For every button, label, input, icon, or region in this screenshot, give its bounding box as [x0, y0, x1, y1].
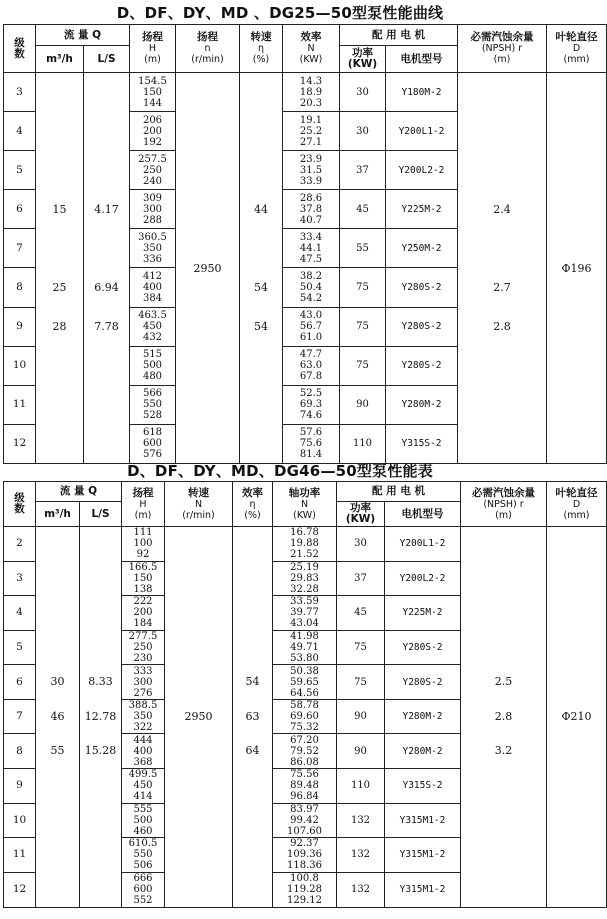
- level-cell: 2: [4, 527, 36, 562]
- power-cell-value: 16.78: [290, 527, 319, 539]
- table1-title: D、DF、DY、MD 、DG25—50型泵性能曲线: [116, 4, 444, 22]
- head-cell-value: 154.5: [138, 75, 167, 87]
- power-cell-value: 37.8: [299, 203, 323, 215]
- flow-ls-cell: [84, 73, 130, 464]
- power-cell-value: 38.2: [299, 271, 323, 283]
- efficiency-cell-value: 54: [245, 675, 260, 689]
- efficiency-cell: [233, 527, 273, 908]
- head-cell-value: 166.5: [128, 561, 158, 573]
- head-cell: [130, 151, 176, 190]
- head-cell-value: 240: [142, 175, 163, 187]
- head-cell: [130, 73, 176, 112]
- level-cell: 5: [4, 151, 36, 190]
- head-cell-value: 250: [133, 642, 153, 654]
- head-cell-value: 222: [133, 596, 153, 608]
- speed-cell: 2950: [165, 527, 233, 908]
- power-cell-value: 96.84: [290, 791, 319, 803]
- motor-model-cell: Y200L2-2: [386, 151, 458, 190]
- head-cell-value: 400: [142, 282, 163, 294]
- motor-power-cell: 30: [337, 527, 385, 562]
- flow-ls-value: 8.33: [88, 675, 113, 689]
- head-cell: [122, 769, 165, 804]
- power-cell: [283, 229, 340, 268]
- motor-model-cell: Y280S-2: [385, 665, 461, 700]
- motor-power-cell: 132: [337, 803, 385, 838]
- header-speed: 扬程 n (r/min): [176, 25, 240, 73]
- head-cell-value: 528: [142, 410, 163, 422]
- power-cell-value: 49.71: [290, 642, 319, 654]
- motor-power-cell: 75: [340, 307, 386, 346]
- motor-power-cell: 75: [337, 630, 385, 665]
- header-shaft-power: 轴功率 N (KW): [273, 482, 337, 527]
- head-cell: [122, 734, 165, 769]
- table-row: [4, 73, 607, 112]
- power-cell-value: 43.04: [290, 618, 319, 630]
- head-cell-value: 288: [142, 214, 163, 226]
- power-cell-value: 50.38: [290, 665, 319, 677]
- power-cell-value: 32.28: [290, 583, 319, 595]
- motor-power-cell: 110: [340, 424, 386, 463]
- motor-power-cell: 45: [340, 190, 386, 229]
- head-cell-value: 600: [142, 438, 163, 450]
- rpm-cell-value: 54: [254, 319, 268, 333]
- header-flow-ls: L/S: [84, 46, 130, 73]
- head-cell-value: 150: [133, 572, 153, 584]
- head-cell-value: 368: [133, 756, 153, 768]
- head-cell: [130, 229, 176, 268]
- head-cell-value: 200: [142, 125, 163, 137]
- power-cell: [283, 307, 340, 346]
- head-cell-value: 277.5: [128, 631, 158, 643]
- impeller-cell: Φ210: [547, 527, 607, 908]
- power-cell: [273, 872, 337, 907]
- impeller-cell: Φ196: [547, 73, 607, 464]
- head-cell: [130, 307, 176, 346]
- power-cell-value: 19.1: [299, 114, 323, 126]
- header-flow: 流 量 Q: [36, 25, 130, 46]
- motor-model-cell: Y315M1-2: [385, 872, 461, 907]
- head-cell-value: 450: [133, 780, 153, 792]
- head-cell-value: 432: [142, 332, 163, 344]
- power-cell-value: 64.56: [290, 687, 319, 699]
- header-motor-power: 功率 (KW): [340, 46, 386, 73]
- motor-power-cell: 90: [337, 734, 385, 769]
- power-cell-value: 100.8: [290, 873, 319, 885]
- power-cell-value: 50.4: [299, 282, 323, 294]
- head-cell-value: 566: [142, 388, 163, 400]
- head-cell-value: 138: [133, 583, 153, 595]
- power-cell-value: 21.52: [290, 549, 319, 561]
- power-cell-value: 47.5: [299, 253, 323, 265]
- motor-model-cell: Y280M-2: [385, 734, 461, 769]
- flow-ls-value: 7.78: [94, 319, 119, 333]
- power-cell-value: 44.1: [299, 242, 323, 254]
- flow-m3h-value: 55: [50, 744, 65, 758]
- power-cell-value: 19.88: [290, 538, 319, 550]
- head-cell-value: 322: [133, 722, 153, 734]
- power-cell: [283, 73, 340, 112]
- npsh-value: 2.8: [494, 709, 513, 723]
- motor-model-cell: Y280M-2: [385, 699, 461, 734]
- head-cell-value: 552: [133, 895, 153, 907]
- head-cell-value: 144: [142, 97, 163, 109]
- power-cell: [273, 561, 337, 596]
- level-cell: 9: [4, 769, 36, 804]
- head-cell: [130, 346, 176, 385]
- power-cell-value: 43.0: [299, 310, 323, 322]
- motor-power-cell: 90: [337, 699, 385, 734]
- power-cell-value: 58.78: [290, 700, 319, 712]
- table-row: [4, 527, 607, 562]
- power-cell-value: 79.52: [290, 745, 319, 757]
- head-cell-value: 400: [133, 745, 153, 757]
- motor-model-cell: Y280M-2: [386, 385, 458, 424]
- motor-power-cell: 55: [340, 229, 386, 268]
- motor-model-cell: Y280S-2: [386, 268, 458, 307]
- power-cell: [273, 838, 337, 873]
- head-cell-value: 250: [142, 164, 163, 176]
- head-cell-value: 360.5: [138, 231, 167, 243]
- head-cell-value: 388.5: [128, 700, 158, 712]
- power-cell: [283, 346, 340, 385]
- motor-model-cell: Y315S-2: [386, 424, 458, 463]
- power-cell-value: 29.83: [290, 572, 319, 584]
- header-head: 扬程 H (m): [122, 482, 165, 527]
- power-cell-value: 92.37: [290, 838, 319, 850]
- header-impeller: 叶轮直径 D (mm): [547, 482, 607, 527]
- power-cell-value: 18.9: [299, 86, 323, 98]
- motor-power-cell: 75: [340, 268, 386, 307]
- head-cell-value: 412: [142, 271, 163, 283]
- motor-power-cell: 75: [340, 346, 386, 385]
- power-cell-value: 99.42: [290, 814, 319, 826]
- head-cell-value: 576: [142, 449, 163, 461]
- head-cell-value: 600: [133, 884, 153, 896]
- power-cell-value: 67.20: [290, 734, 319, 746]
- motor-power-cell: 30: [340, 73, 386, 112]
- motor-power-cell: 132: [337, 872, 385, 907]
- flow-m3h-value: 46: [50, 709, 65, 723]
- head-cell-value: 100: [133, 538, 153, 550]
- motor-power-cell: 110: [337, 769, 385, 804]
- head-cell: [122, 527, 165, 562]
- head-cell-value: 350: [133, 711, 153, 723]
- head-cell: [122, 872, 165, 907]
- header-efficiency: 效率 η (%): [233, 482, 273, 527]
- flow-m3h-cell: [36, 73, 84, 464]
- power-cell-value: 74.6: [299, 410, 323, 422]
- npsh-value: 2.4: [493, 202, 511, 216]
- power-cell-value: 67.8: [299, 371, 323, 383]
- head-cell-value: 350: [142, 242, 163, 254]
- head-cell: [122, 699, 165, 734]
- power-cell-value: 83.97: [290, 803, 319, 815]
- motor-model-cell: Y180M-2: [386, 73, 458, 112]
- speed-cell: 2950: [176, 73, 240, 464]
- power-cell-value: 40.7: [299, 214, 323, 226]
- level-cell: 8: [4, 734, 36, 769]
- power-cell-value: 75.56: [290, 769, 319, 781]
- level-cell: 11: [4, 385, 36, 424]
- level-cell: 4: [4, 112, 36, 151]
- head-cell-value: 111: [133, 527, 153, 539]
- header-head: 扬程 H (m): [130, 25, 176, 73]
- power-cell-value: 33.59: [290, 596, 319, 608]
- motor-power-cell: 37: [337, 561, 385, 596]
- power-cell-value: 39.77: [290, 607, 319, 619]
- head-cell-value: 450: [142, 321, 163, 333]
- flow-ls-cell: [80, 527, 122, 908]
- power-cell-value: 28.6: [299, 192, 323, 204]
- header-flow: 流 量 Q: [36, 482, 122, 502]
- power-cell: [273, 665, 337, 700]
- head-cell-value: 499.5: [128, 769, 158, 781]
- level-cell: 5: [4, 630, 36, 665]
- head-cell: [122, 596, 165, 631]
- level-cell: 3: [4, 73, 36, 112]
- head-cell-value: 333: [133, 665, 153, 677]
- performance-table-25-50: [3, 24, 607, 464]
- motor-model-cell: Y280S-2: [385, 630, 461, 665]
- level-cell: 10: [4, 803, 36, 838]
- power-cell: [283, 385, 340, 424]
- power-cell-value: 69.60: [290, 711, 319, 723]
- flow-m3h-value: 30: [50, 675, 65, 689]
- head-cell-value: 384: [142, 293, 163, 305]
- head-cell-value: 480: [142, 371, 163, 383]
- power-cell: [283, 151, 340, 190]
- power-cell-value: 54.2: [299, 293, 323, 305]
- motor-power-cell: 75: [337, 665, 385, 700]
- head-cell-value: 500: [133, 814, 153, 826]
- motor-model-cell: Y315S-2: [385, 769, 461, 804]
- head-cell-value: 192: [142, 136, 163, 148]
- power-cell-value: 107.60: [287, 825, 322, 837]
- head-cell-value: 550: [142, 399, 163, 411]
- level-cell: 7: [4, 229, 36, 268]
- head-cell-value: 666: [133, 873, 153, 885]
- level-cell: 6: [4, 190, 36, 229]
- rpm-cell-value: 44: [254, 202, 268, 216]
- flow-ls-value: 12.78: [84, 709, 117, 723]
- head-cell-value: 276: [133, 687, 153, 699]
- power-cell-value: 109.36: [287, 849, 322, 861]
- header-motor-model: 电机型号: [385, 502, 461, 527]
- power-cell-value: 20.3: [299, 97, 323, 109]
- efficiency-cell-value: 64: [245, 744, 260, 758]
- table2-title: D、DF、DY、MD、DG46—50型泵性能表: [127, 462, 433, 480]
- power-cell: [283, 268, 340, 307]
- flow-m3h-cell: [36, 527, 80, 908]
- motor-model-cell: Y225M-2: [385, 596, 461, 631]
- efficiency-cell-value: 63: [245, 709, 260, 723]
- power-cell-value: 25.2: [299, 125, 323, 137]
- header-motor-power: 功率 (KW): [337, 502, 385, 527]
- power-cell-value: 118.36: [287, 860, 322, 872]
- head-cell-value: 414: [133, 791, 153, 803]
- motor-model-cell: Y280S-2: [386, 346, 458, 385]
- power-cell-value: 47.7: [299, 349, 323, 361]
- header-impeller: 叶轮直径 D (mm): [547, 25, 607, 73]
- power-cell-value: 69.3: [299, 399, 323, 411]
- flow-ls-value: 15.28: [84, 744, 117, 758]
- flow-m3h-value: 28: [52, 319, 67, 333]
- head-cell: [130, 385, 176, 424]
- header-efficiency: 效率 N (KW): [283, 25, 340, 73]
- head-cell-value: 463.5: [138, 310, 167, 322]
- flow-ls-value: 4.17: [94, 202, 119, 216]
- power-cell: [273, 527, 337, 562]
- power-cell-value: 119.28: [287, 884, 322, 896]
- head-cell-value: 555: [133, 803, 153, 815]
- header-motor: 配 用 电 机: [340, 25, 458, 46]
- head-cell: [130, 112, 176, 151]
- level-cell: 9: [4, 307, 36, 346]
- head-cell: [130, 424, 176, 463]
- power-cell: [283, 190, 340, 229]
- power-cell-value: 56.7: [299, 321, 323, 333]
- power-cell: [273, 734, 337, 769]
- rpm-cell: [240, 73, 283, 464]
- head-cell-value: 515: [142, 349, 163, 361]
- performance-table-46-50: [3, 481, 607, 908]
- level-cell: 10: [4, 346, 36, 385]
- header-rpm: 转速 η (%): [240, 25, 283, 73]
- motor-power-cell: 30: [340, 112, 386, 151]
- motor-power-cell: 45: [337, 596, 385, 631]
- motor-model-cell: Y250M-2: [386, 229, 458, 268]
- head-cell-value: 309: [142, 192, 163, 204]
- motor-model-cell: Y315M1-2: [385, 838, 461, 873]
- level-cell: 6: [4, 665, 36, 700]
- power-cell-value: 59.65: [290, 676, 319, 688]
- head-cell: [122, 561, 165, 596]
- head-cell: [122, 803, 165, 838]
- head-cell-value: 444: [133, 734, 153, 746]
- power-cell-value: 61.0: [299, 332, 323, 344]
- motor-power-cell: 90: [340, 385, 386, 424]
- head-cell-value: 336: [142, 253, 163, 265]
- head-cell-value: 300: [142, 203, 163, 215]
- power-cell-value: 27.1: [299, 136, 323, 148]
- head-cell: [122, 665, 165, 700]
- npsh-value: 3.2: [494, 744, 513, 758]
- head-cell-value: 500: [142, 360, 163, 372]
- power-cell-value: 33.9: [299, 175, 323, 187]
- motor-model-cell: Y280S-2: [386, 307, 458, 346]
- power-cell-value: 25.19: [290, 561, 319, 573]
- power-cell-value: 33.4: [299, 231, 323, 243]
- header-level: 级 数: [4, 482, 36, 527]
- power-cell: [273, 699, 337, 734]
- head-cell: [122, 838, 165, 873]
- level-cell: 7: [4, 699, 36, 734]
- power-cell-value: 129.12: [287, 895, 322, 907]
- header-speed: 转速 N (r/min): [165, 482, 233, 527]
- header-flow-ls: L/S: [80, 502, 122, 527]
- power-cell: [273, 803, 337, 838]
- head-cell-value: 150: [142, 86, 163, 98]
- power-cell-value: 75.6: [299, 438, 323, 450]
- power-cell-value: 86.08: [290, 756, 319, 768]
- power-cell-value: 14.3: [299, 75, 323, 87]
- power-cell-value: 89.48: [290, 780, 319, 792]
- head-cell: [130, 268, 176, 307]
- rpm-cell-value: 54: [254, 280, 268, 294]
- power-cell-value: 31.5: [299, 164, 323, 176]
- power-cell-value: 41.98: [290, 631, 319, 643]
- motor-model-cell: Y200L1-2: [386, 112, 458, 151]
- head-cell-value: 506: [133, 860, 153, 872]
- power-cell-value: 52.5: [299, 388, 323, 400]
- level-cell: 11: [4, 838, 36, 873]
- flow-ls-value: 6.94: [94, 280, 119, 294]
- head-cell-value: 610.5: [128, 838, 158, 850]
- head-cell: [130, 190, 176, 229]
- level-cell: 3: [4, 561, 36, 596]
- power-cell-value: 53.80: [290, 653, 319, 665]
- head-cell-value: 184: [133, 618, 153, 630]
- header-flow-m3h: m³/h: [36, 46, 84, 73]
- header-npsh: 必需汽蚀余量 (NPSH) r (m): [458, 25, 547, 73]
- power-cell-value: 75.32: [290, 722, 319, 734]
- power-cell: [273, 769, 337, 804]
- motor-model-cell: Y225M-2: [386, 190, 458, 229]
- level-cell: 12: [4, 872, 36, 907]
- head-cell-value: 230: [133, 653, 153, 665]
- flow-m3h-value: 25: [52, 280, 67, 294]
- power-cell: [273, 630, 337, 665]
- level-cell: 4: [4, 596, 36, 631]
- power-cell-value: 23.9: [299, 153, 323, 165]
- npsh-value: 2.5: [494, 675, 513, 689]
- head-cell-value: 92: [136, 549, 150, 561]
- head-cell-value: 618: [142, 427, 163, 439]
- level-cell: 12: [4, 424, 36, 463]
- motor-power-cell: 132: [337, 838, 385, 873]
- head-cell: [122, 630, 165, 665]
- power-cell: [283, 424, 340, 463]
- power-cell: [273, 596, 337, 631]
- head-cell-value: 257.5: [138, 153, 167, 165]
- header-npsh: 必需汽蚀余量 (NPSH) r (m): [461, 482, 547, 527]
- npsh-value: 2.7: [493, 280, 511, 294]
- head-cell-value: 550: [133, 849, 153, 861]
- head-cell-value: 200: [133, 607, 153, 619]
- power-cell-value: 63.0: [299, 360, 323, 372]
- npsh-cell: [461, 527, 547, 908]
- header-motor-model: 电机型号: [386, 46, 458, 73]
- head-cell-value: 460: [133, 825, 153, 837]
- motor-model-cell: Y200L1-2: [385, 527, 461, 562]
- power-cell: [283, 112, 340, 151]
- head-cell-value: 300: [133, 676, 153, 688]
- header-level: 级 数: [4, 25, 36, 73]
- header-motor: 配 用 电 机: [337, 482, 461, 502]
- power-cell-value: 81.4: [299, 449, 323, 461]
- head-cell-value: 206: [142, 114, 163, 126]
- motor-model-cell: Y315M1-2: [385, 803, 461, 838]
- header-flow-m3h: m³/h: [36, 502, 80, 527]
- motor-model-cell: Y200L2-2: [385, 561, 461, 596]
- npsh-cell: [458, 73, 547, 464]
- level-cell: 8: [4, 268, 36, 307]
- motor-power-cell: 37: [340, 151, 386, 190]
- flow-m3h-value: 15: [52, 202, 67, 216]
- power-cell-value: 57.6: [299, 427, 323, 439]
- npsh-value: 2.8: [493, 319, 511, 333]
